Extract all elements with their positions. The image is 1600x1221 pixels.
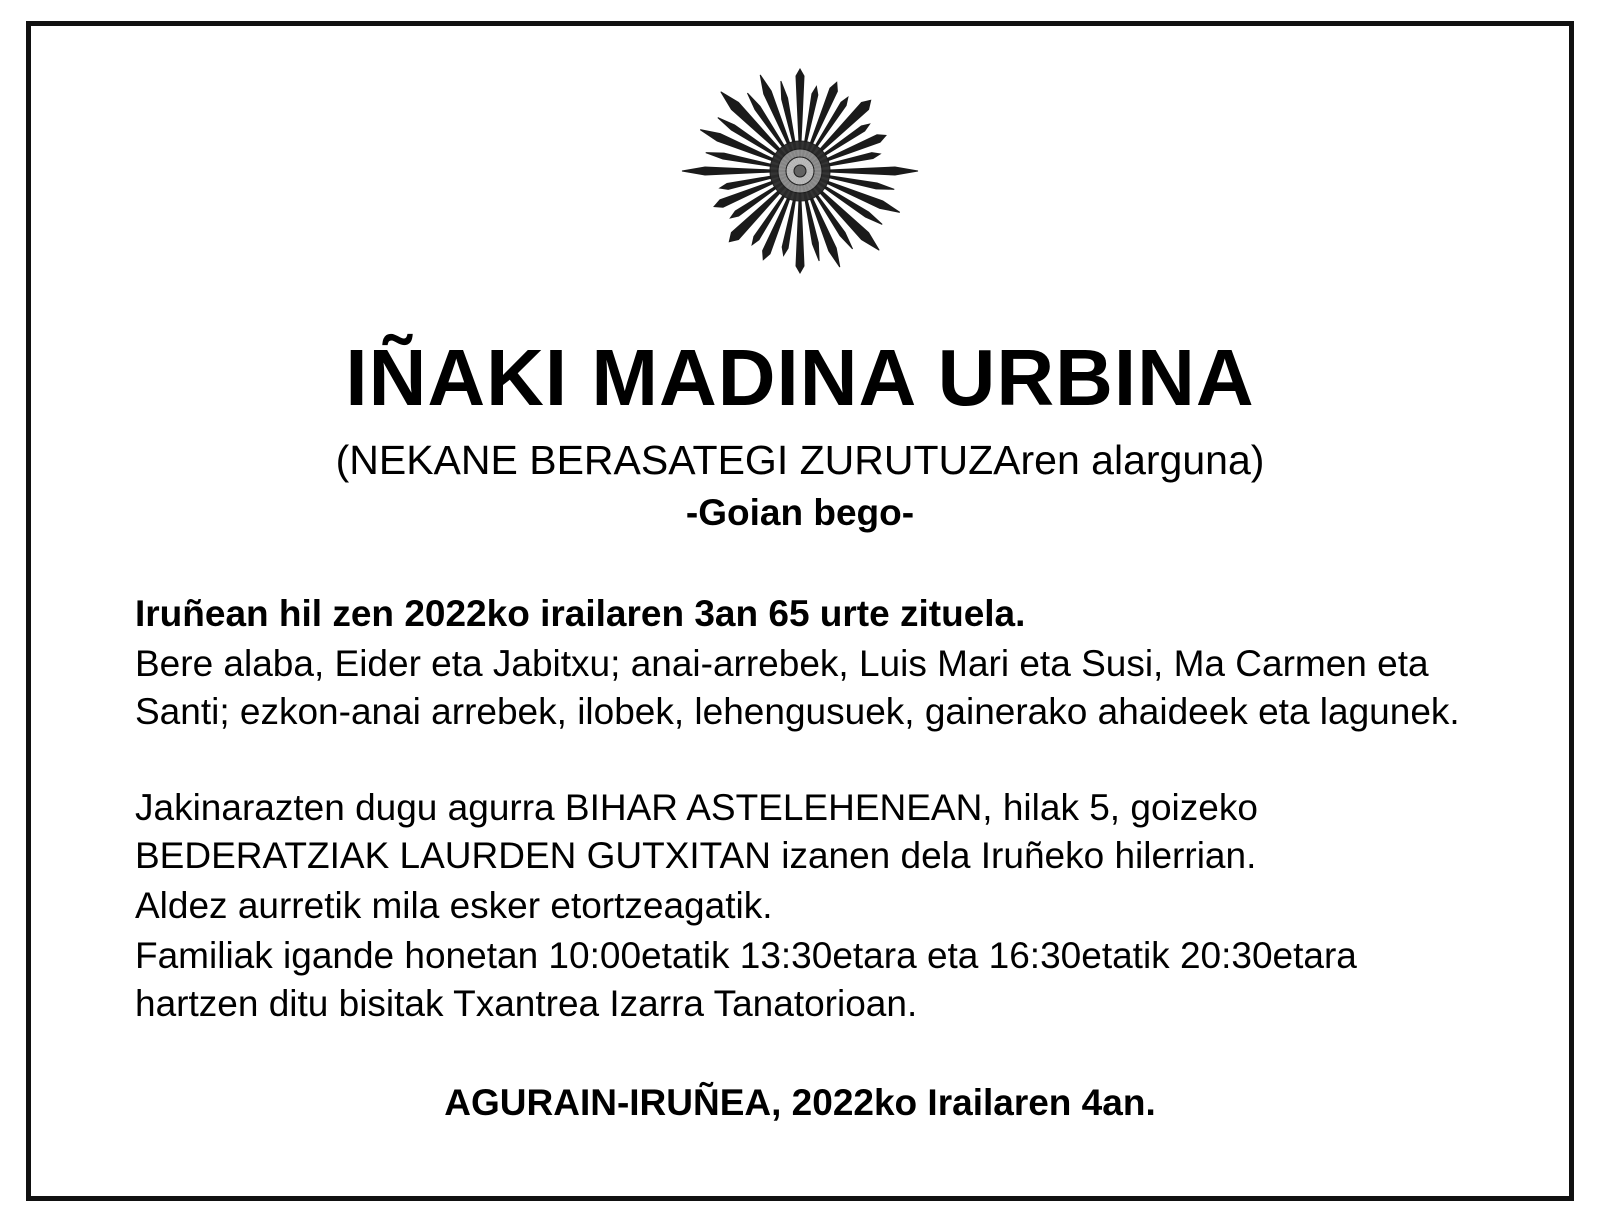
family-paragraph: Bere alaba, Eider eta Jabitxu; anai-arrebek, Luis Mari eta Susi, Ma Carmen eta Santi; ezkon-anai arrebek, ilobek, lehengusuek, gainerako ahaideek eta lagunek. [135, 642, 1460, 732]
obituary-notice-frame [26, 21, 1574, 1201]
spouse-line: (NEKANE BERASATEGI ZURUTUZAren alarguna) [335, 436, 1265, 483]
deceased-name: IÑAKI MADINA URBINA [345, 332, 1255, 422]
eguzkilore-thistle-emblem [675, 66, 925, 276]
rest-in-peace-line: -Goian bego- [685, 491, 915, 533]
death-announcement-line: Iruñean hil zen 2022ko irailaren 3an 65 urte zituela. [135, 593, 1026, 635]
thanks-paragraph: Aldez aurretik mila esker etortzeagatik. [135, 884, 773, 926]
funeral-paragraph: Jakinarazten dugu agurra BIHAR ASTELEHENEAN, hilak 5, goizeko BEDERATZIAK LAURDEN GUTXITAN izanen dela Iruñeko hilerrian. [135, 786, 1258, 876]
notice-body [100, 591, 1500, 1028]
place-and-date-line: AGURAIN-IRUÑEA, 2022ko Irailaren 4an. [444, 1082, 1156, 1124]
visiting-hours-paragraph: Familiak igande honetan 10:00etatik 13:30etara eta 16:30etatik 20:30etara hartzen ditu bisitak Txantrea Izarra Tanatorioan. [135, 935, 1357, 1025]
